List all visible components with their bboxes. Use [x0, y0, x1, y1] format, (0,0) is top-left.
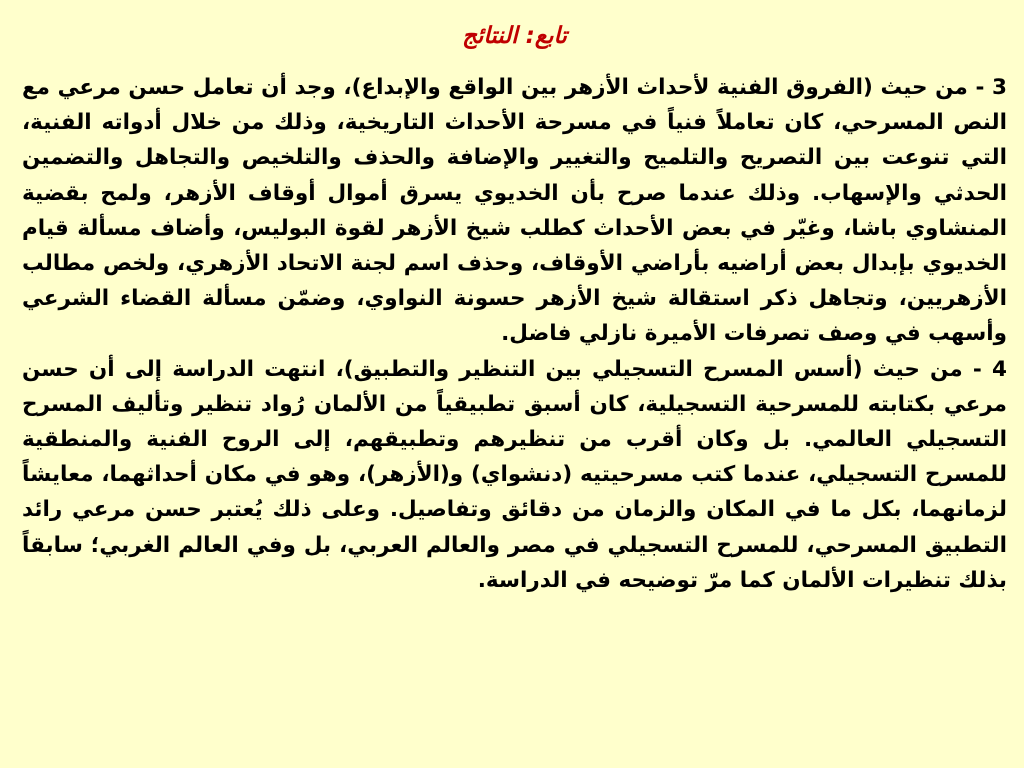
results-body	[22, 70, 1007, 598]
slide-title: تابع: النتائج	[462, 23, 567, 49]
point-number: 4	[992, 356, 1007, 382]
result-point-4	[22, 352, 1007, 598]
point-number: 3	[992, 75, 1007, 100]
point-text: - من حيث (أسس المسرح التسجيلي بين التنظير والتطبيق)، انتهت الدراسة إلى أن حسن مرعي بكتابته للمسرحية التسجيلية، كان أسبق تطبيقياً من الألمان رُواد تنظير وتأليف المسرح التسجيلي العالمي. بل وكان أقرب من تنظيرهم وتطبيقهم، إلى الروح الفنية والمنطقية للمسرح التسجيلي، عندما كتب مسرحيتيه (دنشواي) و(الأزهر)، وهو في مكان أحداثهما، معايشاً لزمانهما، بكل ما في المكان والزمان من دقائق وتفاصيل. وعلى ذلك يُعتبر حسن مرعي رائد التطبيق المسرحي، للمسرح التسجيلي في مصر والعالم العربي، بل وفي العالم الغربي؛ سابقاً بذلك تنظيرات الألمان كما مرّ توضيحه في الدراسة.	[22, 356, 1007, 593]
point-text: - من حيث (الفروق الفنية لأحداث الأزهر بين الواقع والإبداع)، وجد أن تعامل حسن مرعي مع النص المسرحي، كان تعاملاً فنياً في مسرحة الأحداث التاريخية، وذلك من خلال أدواته الفنية، التي تنوعت بين التصريح والتلميح والتغيير والإضافة والحذف والتلخيص والتجاهل والتضمين الحدثي والإسهاب. وذلك عندما صرح بأن الخديوي يسرق أموال أوقاف الأزهر، ولمح بقضية المنشاوي باشا، وغيّر في بعض الأحداث كطلب شيخ الأزهر لقوة البوليس، وأضاف مسألة قيام الخديوي بإبدال بعض أراضيه بأراضي الأوقاف، وحذف اسم لجنة الاتحاد الأزهري، ولخص مطالب الأزهريين، وتجاهل ذكر استقالة شيخ الأزهر حسونة النواوي، وضمّن مسألة القضاء الشرعي وأسهب في وصف تصرفات الأميرة نازلي فاضل.	[22, 75, 1007, 347]
result-point-3	[22, 70, 1007, 352]
